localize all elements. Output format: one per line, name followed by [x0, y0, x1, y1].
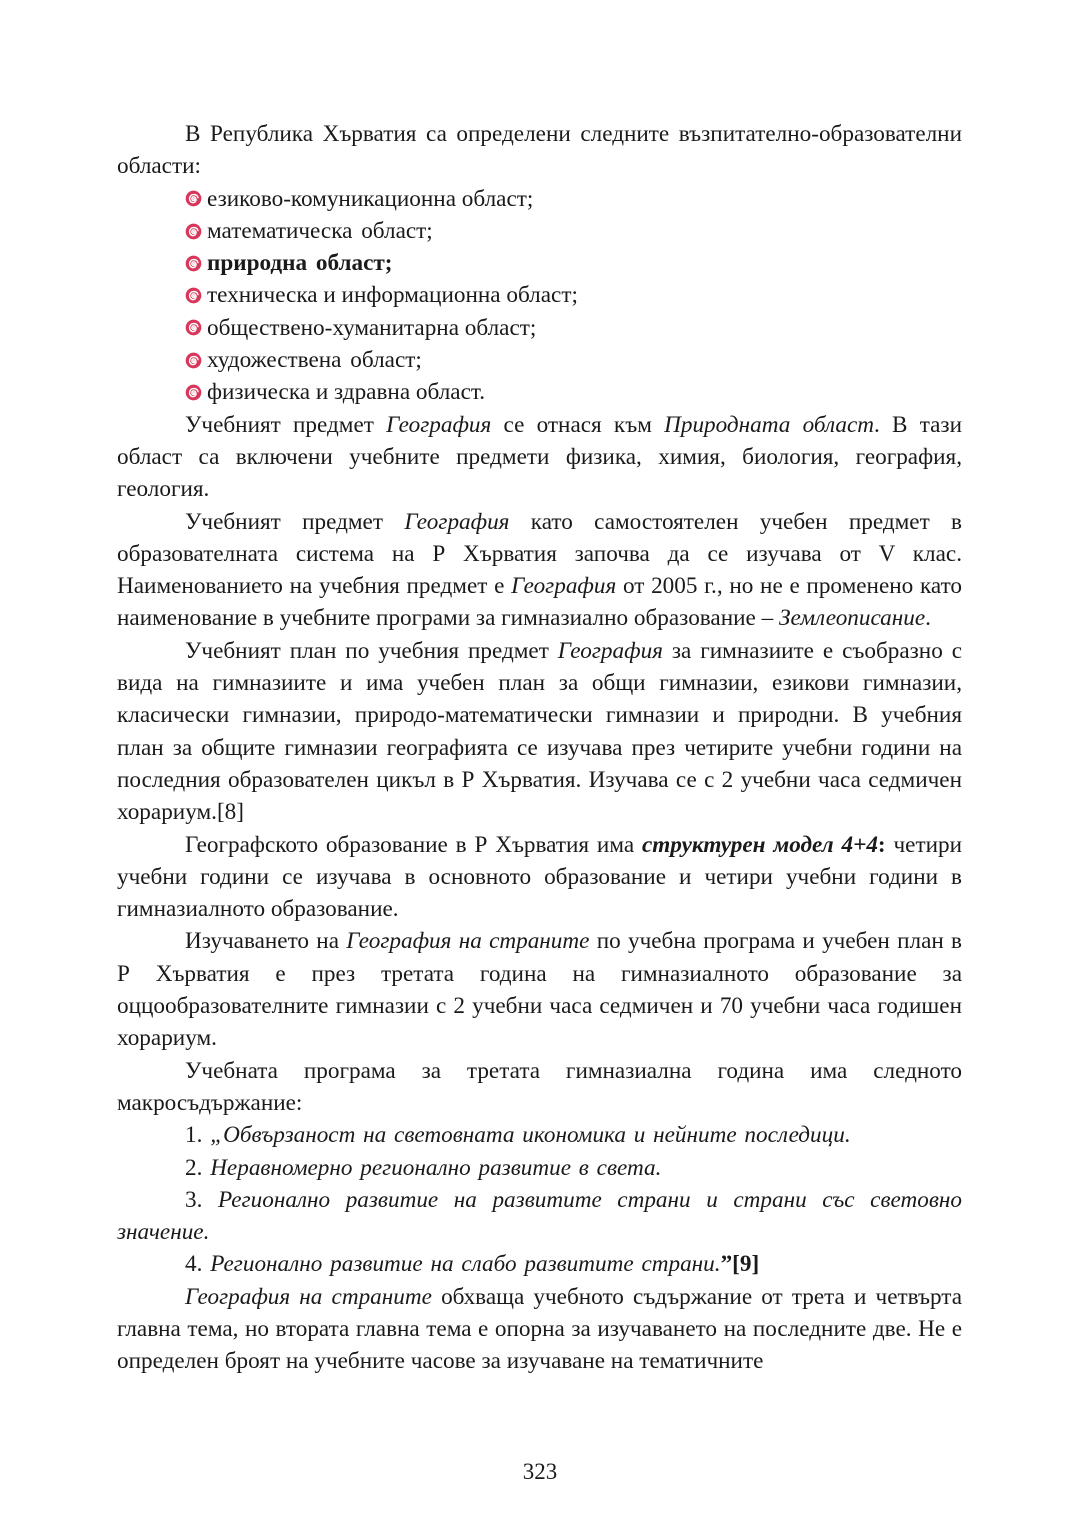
intro-paragraph: В Република Хърватия са определени следните възпитателно-образователни области:: [117, 121, 962, 180]
spiral-bullet-icon: [185, 287, 202, 304]
list-item: 2. Неравномерно регионално развитие в света.: [185, 1154, 662, 1181]
spiral-bullet-icon: [185, 319, 202, 336]
page-body: [117, 118, 962, 1378]
topics-list: [117, 1119, 962, 1280]
spiral-bullet-icon: [185, 255, 202, 272]
spiral-bullet-icon: [185, 223, 202, 240]
paragraph-structural-model: Географското образование в Р Хърватия има структурен модел 4+4: четири учебни години се изучава в основното образование и четири учебни години в гимназиалното образование.: [117, 831, 963, 923]
list-item: 4. Регионално развитие на слабо развитите страни.”[9]: [185, 1251, 760, 1278]
paragraph-topic-scope: География на страните обхваща учебното съдържание от трета и четвърта главна тема, но втората главна тема е опорна за изучаването на последните две. Не е определен броят на учебните часове за изучаване на тематичните: [117, 1283, 963, 1375]
paragraph-country-geography: Изучаването на География на страните по учебна програма и учебен план в Р Хърватия е през третата година на гимназиалното образование за оццообразователните гимназии с 2 учебни часа седмичен и 70 учебни часа годишен хорариум.: [117, 928, 962, 1052]
list-item: 3. Регионално развитие на развитите страни и страни със световно значение.: [117, 1186, 962, 1246]
list-item: физическа и здравна област.: [117, 376, 962, 408]
list-item: езиково-комуникационна област;: [117, 183, 962, 215]
page-number: 323: [522, 1459, 558, 1484]
list-item: природна област;: [117, 247, 962, 279]
paragraph-natural-area: Учебният предмет География се отнася към Природната област. В тази област са включени учебните предмети физика, химия, биология, география, геология.: [117, 411, 963, 503]
paragraph-curriculum-plan: Учебният план по учебния предмет География за гимназиите е съобразно с вида на гимназиите и има учебен план за общи гимназии, езикови гимназии, класически гимназии, природо-математически гимназии и природни. В учебния план за общите гимназии географията се изучава през четирите учебни години на последния образователен цикъл в Р Хърватия. Изучава се с 2 учебни часа седмичен хорариум.[8]: [117, 637, 963, 826]
paragraph-subject-history: Учебният предмет География като самостоятелен учебен предмет в образователната система на Р Хърватия започва да се изучава от V клас. Наименованието на учебния предмет е География от 2005 г., но не е променено като наименование в учебните програми за гимназиално образование – Землеописание.: [117, 508, 962, 632]
list-item: 1. „Обвързаност на световната икономика и нейните последици.: [185, 1122, 851, 1149]
list-item: математическа област;: [117, 215, 962, 247]
spiral-bullet-icon: [185, 352, 202, 369]
list-item: художествена област;: [117, 344, 962, 376]
list-item: обществено-хуманитарна област;: [117, 312, 962, 344]
list-item: техническа и информационна област;: [117, 279, 962, 311]
areas-list: [117, 183, 962, 409]
spiral-bullet-icon: [185, 190, 202, 207]
spiral-bullet-icon: [185, 384, 202, 401]
paragraph-macro-content: Учебната програма за третата гимназиална година има следното макросъдържание:: [117, 1057, 962, 1116]
